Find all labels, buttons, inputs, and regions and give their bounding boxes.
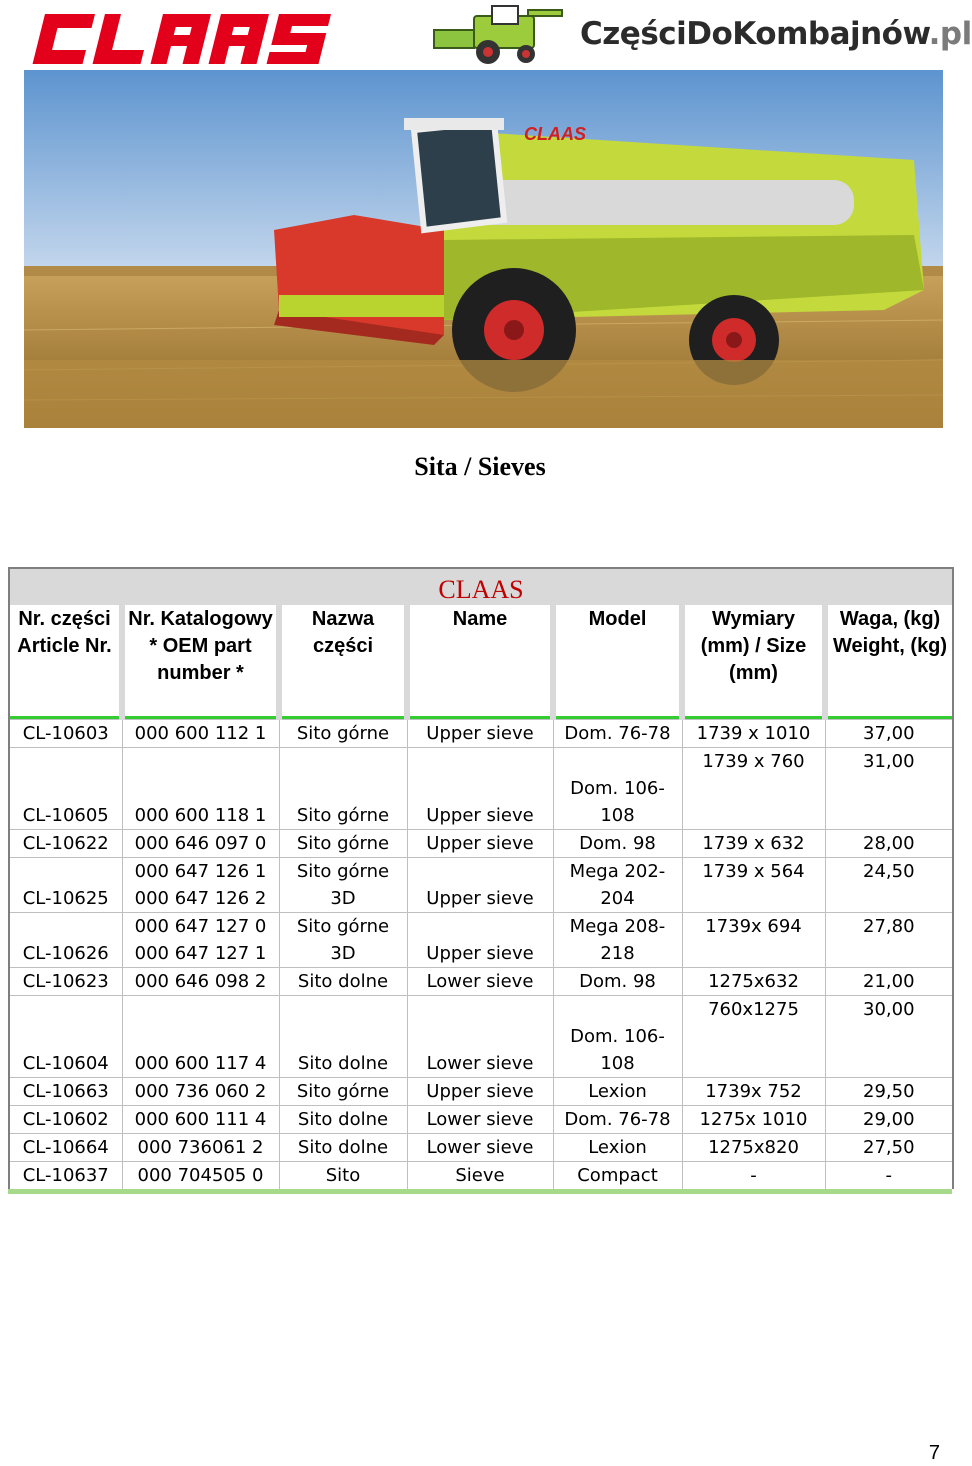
cell-name — [407, 830, 553, 858]
oem-number: 000 646 097 0 — [134, 833, 267, 854]
cell-weight — [825, 968, 953, 996]
cell-value: Lower sieve — [426, 971, 534, 992]
column-header-article-number — [9, 605, 122, 720]
table-row — [9, 720, 953, 748]
cell-value: Sito dolne — [297, 1053, 389, 1074]
cell-value: Dom. 98 — [579, 833, 656, 854]
cell-oem-number — [122, 1078, 279, 1106]
cell-value: Lower sieve — [426, 1137, 534, 1158]
cell-name — [407, 748, 553, 830]
cell-oem-number — [122, 858, 279, 913]
cell-value: Sito górne — [296, 1081, 390, 1102]
cell-model — [553, 913, 682, 968]
cell-nazwa — [279, 996, 407, 1078]
cell-nazwa — [279, 830, 407, 858]
cell-value: 1275x632 — [708, 971, 799, 992]
cell-weight — [825, 830, 953, 858]
cell-model — [553, 748, 682, 830]
cell-article-number — [9, 1078, 122, 1106]
cell-value: 1739 x 1010 — [696, 723, 811, 744]
cell-weight — [825, 1162, 953, 1190]
cell-value: Lexion — [588, 1081, 647, 1102]
cell-value: Upper sieve — [426, 723, 534, 744]
cell-value: 1739 x 564 — [702, 861, 805, 882]
column-header-label: Model — [556, 605, 679, 716]
table-row — [9, 1162, 953, 1190]
cell-weight — [825, 720, 953, 748]
oem-number: 000 647 127 1 — [134, 943, 267, 964]
cell-oem-number — [122, 720, 279, 748]
cell-value: - — [885, 1165, 893, 1186]
cell-value: Dom. 76-78 — [564, 1109, 671, 1130]
combine-icon — [432, 4, 572, 66]
cell-value: 37,00 — [863, 723, 915, 744]
cell-value: CL-10663 — [22, 1081, 109, 1102]
cell-size — [682, 830, 825, 858]
cell-value: 1739 x 632 — [702, 833, 805, 854]
oem-number: 000 600 117 4 — [134, 1053, 267, 1074]
cell-weight — [825, 996, 953, 1078]
cell-oem-number — [122, 968, 279, 996]
cell-value: 21,00 — [863, 971, 915, 992]
cell-weight — [825, 748, 953, 830]
cell-model — [553, 830, 682, 858]
column-header-label: Name — [410, 605, 550, 716]
cell-weight — [825, 1106, 953, 1134]
cell-model — [553, 968, 682, 996]
table-row — [9, 830, 953, 858]
cell-article-number — [9, 968, 122, 996]
cell-value: Lower sieve — [426, 1053, 534, 1074]
cell-model — [553, 1078, 682, 1106]
page-number: 7 — [928, 1442, 940, 1464]
cell-value: Upper sieve — [426, 833, 534, 854]
cell-value: Sito górne — [296, 723, 390, 744]
cell-value: Sito górne 3D — [296, 916, 390, 964]
cell-size — [682, 1106, 825, 1134]
column-header-weight — [825, 605, 953, 720]
table-row — [9, 1134, 953, 1162]
cell-value: CL-10664 — [22, 1137, 109, 1158]
cell-value: Sito dolne — [297, 971, 389, 992]
cell-model — [553, 1106, 682, 1134]
oem-number: 000 600 111 4 — [134, 1109, 267, 1130]
cell-oem-number — [122, 830, 279, 858]
oem-number: 000 647 127 0 — [134, 916, 267, 937]
cell-weight — [825, 913, 953, 968]
table-row — [9, 858, 953, 913]
table-row — [9, 1078, 953, 1106]
cell-model — [553, 996, 682, 1078]
cell-name — [407, 996, 553, 1078]
cell-model — [553, 1162, 682, 1190]
cell-oem-number — [122, 996, 279, 1078]
page-title: Sita / Sieves — [414, 452, 546, 481]
cell-value: Sieve — [455, 1165, 505, 1186]
cell-nazwa — [279, 913, 407, 968]
cell-weight — [825, 1134, 953, 1162]
cell-name — [407, 1134, 553, 1162]
cell-value: 27,50 — [863, 1137, 915, 1158]
table-footer-bar — [8, 1189, 952, 1194]
cell-value: 24,50 — [863, 861, 915, 882]
cell-nazwa — [279, 1162, 407, 1190]
oem-number: 000 600 118 1 — [134, 805, 267, 826]
cell-value: Sito — [325, 1165, 361, 1186]
cell-article-number — [9, 830, 122, 858]
cell-value: Dom. 76-78 — [564, 723, 671, 744]
cell-size — [682, 968, 825, 996]
cell-value: - — [750, 1165, 757, 1186]
cell-value: 1739x 694 — [705, 916, 802, 937]
cell-model — [553, 1134, 682, 1162]
oem-number: 000 736061 2 — [137, 1137, 264, 1158]
cell-name — [407, 1106, 553, 1134]
column-header-model — [553, 605, 682, 720]
cell-value: 27,80 — [863, 916, 915, 937]
cell-value: Mega 202-204 — [569, 861, 666, 909]
oem-number: 000 647 126 1 — [134, 861, 267, 882]
column-header-label: Waga, (kg) Weight, (kg) — [828, 605, 952, 716]
cell-name — [407, 1078, 553, 1106]
cell-article-number — [9, 996, 122, 1078]
cell-nazwa — [279, 720, 407, 748]
site-name: CzęściDoKombajnów.pl — [580, 16, 972, 52]
cell-nazwa — [279, 1106, 407, 1134]
cell-size — [682, 913, 825, 968]
cell-value: 1739 x 760 — [702, 751, 805, 772]
table-row — [9, 996, 953, 1078]
cell-size — [682, 1162, 825, 1190]
svg-text:CLAAS: CLAAS — [524, 124, 586, 144]
sieves-table — [8, 567, 952, 1194]
cell-value: Sito górne — [296, 833, 390, 854]
cell-model — [553, 720, 682, 748]
column-header-label: Nazwa części — [282, 605, 404, 716]
cell-value: Sito górne 3D — [296, 861, 390, 909]
oem-number: 000 704505 0 — [137, 1165, 264, 1186]
cell-name — [407, 1162, 553, 1190]
cell-article-number — [9, 1162, 122, 1190]
cell-value: Compact — [577, 1165, 658, 1186]
cell-article-number — [9, 720, 122, 748]
column-header-size — [682, 605, 825, 720]
cell-size — [682, 720, 825, 748]
cell-value: Mega 208-218 — [569, 916, 666, 964]
cell-value: 1275x 1010 — [699, 1109, 808, 1130]
table-row — [9, 748, 953, 830]
cell-value: 1275x820 — [708, 1137, 799, 1158]
cell-value: Lower sieve — [426, 1109, 534, 1130]
claas-logo — [26, 10, 326, 68]
cell-value: 29,00 — [863, 1109, 915, 1130]
column-header-label: Nr. Katalogowy * OEM part number * — [125, 605, 276, 716]
cell-value: 31,00 — [863, 751, 915, 772]
table-row — [9, 1106, 953, 1134]
column-header-label: Nr. części Article Nr. — [10, 605, 119, 716]
cell-value: CL-10625 — [22, 888, 109, 909]
cell-size — [682, 996, 825, 1078]
cell-name — [407, 913, 553, 968]
cell-size — [682, 858, 825, 913]
cell-weight — [825, 858, 953, 913]
cell-value: Upper sieve — [426, 888, 534, 909]
cell-value: Sito dolne — [297, 1137, 389, 1158]
oem-number: 000 600 112 1 — [134, 723, 267, 744]
column-header-oem-number — [122, 605, 279, 720]
site-branding — [432, 4, 972, 66]
cell-value: Dom. 98 — [579, 971, 656, 992]
cell-value: Upper sieve — [426, 805, 534, 826]
cell-nazwa — [279, 968, 407, 996]
table-row — [9, 968, 953, 996]
table-row — [9, 913, 953, 968]
cell-value: CL-10605 — [22, 805, 109, 826]
cell-oem-number — [122, 748, 279, 830]
cell-oem-number — [122, 1106, 279, 1134]
cell-value: CL-10604 — [22, 1053, 109, 1074]
cell-size — [682, 1134, 825, 1162]
oem-number: 000 646 098 2 — [134, 971, 267, 992]
column-header-label: Wymiary (mm) / Size (mm) — [685, 605, 822, 716]
combine-harvester-photo — [24, 70, 943, 428]
cell-size — [682, 748, 825, 830]
cell-article-number — [9, 1106, 122, 1134]
cell-value: Sito dolne — [297, 1109, 389, 1130]
cell-value: Dom. 106-108 — [570, 778, 665, 826]
cell-value: CL-10603 — [22, 723, 109, 744]
cell-value: 30,00 — [863, 999, 915, 1020]
cell-weight — [825, 1078, 953, 1106]
cell-value: Sito górne — [296, 805, 390, 826]
cell-value: CL-10602 — [22, 1109, 109, 1130]
cell-model — [553, 858, 682, 913]
cell-nazwa — [279, 1078, 407, 1106]
cell-value: Upper sieve — [426, 1081, 534, 1102]
cell-oem-number — [122, 1134, 279, 1162]
cell-name — [407, 968, 553, 996]
cell-value: Dom. 106-108 — [570, 1026, 665, 1074]
cell-value: CL-10623 — [22, 971, 109, 992]
cell-nazwa — [279, 858, 407, 913]
cell-value: CL-10622 — [22, 833, 109, 854]
cell-value: 28,00 — [863, 833, 915, 854]
cell-article-number — [9, 913, 122, 968]
brand-group-header: CLAAS — [9, 568, 953, 605]
cell-name — [407, 858, 553, 913]
cell-nazwa — [279, 748, 407, 830]
cell-value: Upper sieve — [426, 943, 534, 964]
cell-oem-number — [122, 913, 279, 968]
cell-value: 29,50 — [863, 1081, 915, 1102]
cell-nazwa — [279, 1134, 407, 1162]
column-header-name — [407, 605, 553, 720]
cell-article-number — [9, 858, 122, 913]
cell-size — [682, 1078, 825, 1106]
cell-value: CL-10637 — [22, 1165, 109, 1186]
cell-value: 760x1275 — [708, 999, 799, 1020]
oem-number: 000 736 060 2 — [134, 1081, 267, 1102]
column-header-nazwa — [279, 605, 407, 720]
cell-article-number — [9, 748, 122, 830]
cell-oem-number — [122, 1162, 279, 1190]
cell-article-number — [9, 1134, 122, 1162]
oem-number: 000 647 126 2 — [134, 888, 267, 909]
cell-name — [407, 720, 553, 748]
cell-value: Lexion — [588, 1137, 647, 1158]
cell-value: CL-10626 — [22, 943, 109, 964]
cell-value: 1739x 752 — [705, 1081, 802, 1102]
